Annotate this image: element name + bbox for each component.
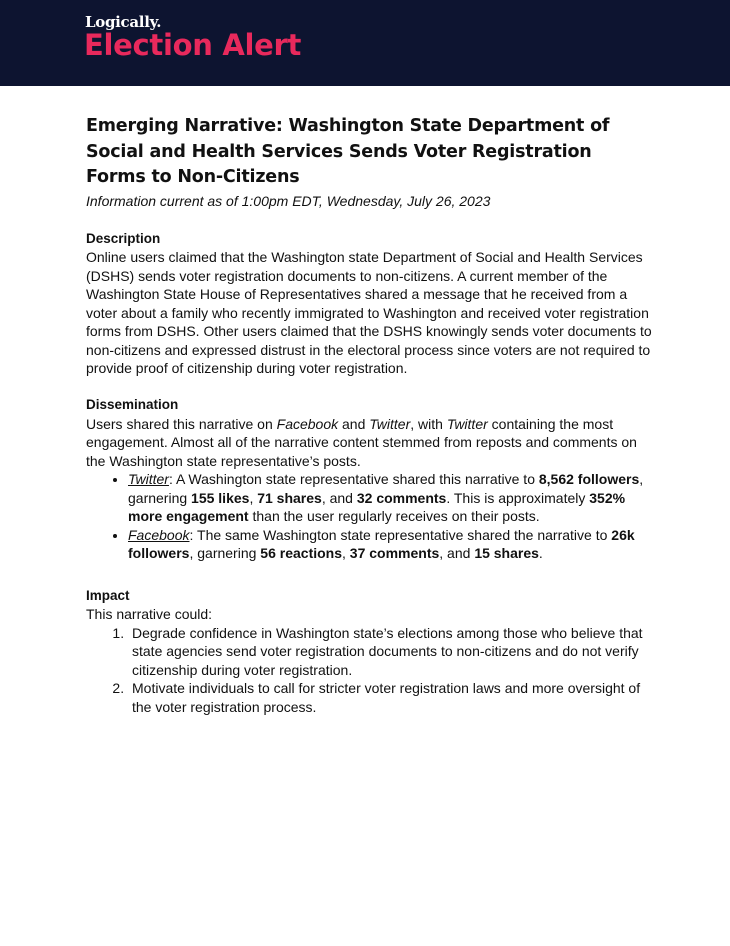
impact-section <box>86 587 652 717</box>
item-text: , and <box>321 489 357 506</box>
header-banner <box>0 0 730 86</box>
item-text: , <box>342 545 350 561</box>
item-text: , garnering <box>128 471 644 506</box>
shares-count: 15 shares <box>474 545 539 561</box>
list-item-facebook <box>128 526 652 563</box>
item-text: than the user regularly receives on their posts. <box>248 508 540 524</box>
item-text: . <box>538 545 543 561</box>
intro-text: Users shared this narrative on <box>86 415 277 432</box>
intro-text: containing the most engagement. Almost all of the narrative content stemmed from reposts and comments on the Washington state representative’s posts. <box>86 415 637 469</box>
impact-heading: Impact <box>86 587 130 603</box>
dissemination-intro <box>86 415 652 471</box>
alert-title: Election Alert <box>84 28 302 62</box>
item-text: : A Washington state representative shared this narrative to <box>168 471 539 487</box>
item-text: , garnering <box>189 545 261 561</box>
description-heading: Description <box>86 230 161 246</box>
twitter-link[interactable]: Twitter <box>128 471 169 487</box>
logically-logo: Logically. <box>85 13 162 31</box>
description-text: Online users claimed that the Washington state Department of Social and Health Services (DSHS) sends voter registration documents to non-citizens. A current member of the Washington State House of Representatives shared a message that he received from a voter about a family who recently immigrated to Washington and received voter registration forms from DSHS. Other users claimed that the DSHS knowingly sends voter documents to non-citizens and expressed distrust in the electoral process since voters are not required to provide proof of citizenship during voter registration. <box>86 249 652 376</box>
list-item-twitter <box>128 470 652 526</box>
impact-item: 1. Degrade confidence in Washington state’s elections among those who believe that state agencies send voter registration documents to non-citizens and do not verify citizenship during voter registration. <box>128 624 652 680</box>
dissemination-section <box>86 396 652 563</box>
followers-count: 8,562 followers <box>538 471 640 487</box>
engagement-stat: 352% more engagement <box>128 489 626 524</box>
item-text: : The same Washington state representative shared the narrative to <box>189 526 612 543</box>
facebook-link[interactable]: Facebook <box>128 526 190 543</box>
twitter-mention: Twitter <box>446 415 488 432</box>
timestamp: Information current as of 1:00pm EDT, Wednesday, July 26, 2023 <box>86 192 491 209</box>
item-text: , and <box>439 545 475 561</box>
item-text: , <box>249 489 258 506</box>
impact-intro: This narrative could: <box>86 606 213 622</box>
article-body <box>86 114 652 716</box>
shares-count: 71 shares <box>257 489 322 506</box>
twitter-mention: Twitter <box>369 415 411 432</box>
facebook-mention: Facebook <box>276 415 339 432</box>
intro-text: , with <box>410 415 447 432</box>
comments-count: 37 comments <box>349 545 440 561</box>
comments-count: 32 comments <box>356 489 447 506</box>
impact-list <box>86 624 652 717</box>
followers-count: 26k followers <box>128 526 635 561</box>
impact-item: 2. Motivate individuals to call for stricter voter registration laws and more oversight of the voter registration process. <box>128 679 652 716</box>
platform-list <box>86 470 652 563</box>
intro-text: and <box>338 415 370 432</box>
article-title: Emerging Narrative: Washington State Department of Social and Health Services Sends Voter Registration Forms to Non-Citizens <box>86 116 610 187</box>
item-text: . This is approximately <box>446 489 590 506</box>
dissemination-heading: Dissemination <box>86 397 179 412</box>
reactions-count: 56 reactions <box>260 545 343 561</box>
likes-count: 155 likes <box>191 489 250 506</box>
description-section <box>86 230 652 378</box>
